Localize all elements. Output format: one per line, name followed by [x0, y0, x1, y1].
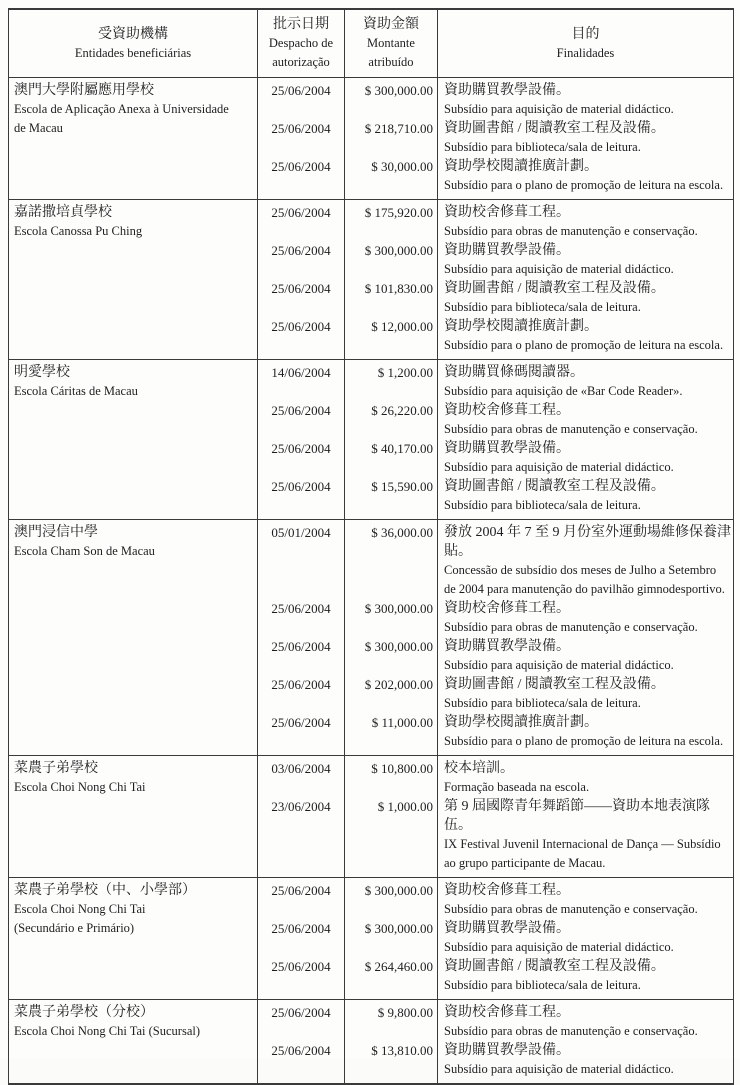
grant-row [9, 200, 734, 242]
amount-cell: $ 30,000.00 [345, 157, 438, 200]
amount-cell: $ 300,000.00 [345, 637, 438, 675]
entity-cell [9, 756, 258, 878]
purpose-cell [438, 919, 734, 957]
amount-cell: $ 300,000.00 [345, 78, 438, 120]
grant-row [9, 520, 734, 600]
date-cell: 03/06/2004 [258, 756, 345, 798]
date-cell: 25/06/2004 [258, 637, 345, 675]
purpose-line-pt: Subsídio para obras de manutenção e conservação. [444, 1024, 698, 1038]
entity-cell [9, 1000, 258, 1085]
purpose-cell [438, 637, 734, 675]
purpose-line-pt: Subsídio para o plano de promoção de leitura na escola. [444, 178, 724, 192]
purpose-line-zh: 發放 2004 年 7 至 9 月份室外運動場維修保養津貼。 [444, 525, 731, 559]
purpose-line-pt: de 2004 para manutenção do pavilhão gimnodesportivo. [444, 582, 725, 596]
amount-cell: $ 13,810.00 [345, 1041, 438, 1084]
table-body [9, 78, 734, 1085]
purpose-cell [438, 200, 734, 242]
amount-cell: $ 10,800.00 [345, 756, 438, 798]
header-entities-zh: 受資助機構 [98, 26, 168, 42]
purpose-line-pt: Subsídio para aquisição de material didáctico. [444, 102, 674, 116]
purpose-line-zh: 資助購買教學設備。 [444, 1043, 570, 1058]
amount-cell: $ 1,200.00 [345, 360, 438, 402]
amount-cell: $ 202,000.00 [345, 675, 438, 713]
purpose-line-zh: 第 9 屆國際青年舞蹈節——資助本地表演隊伍。 [444, 799, 710, 833]
date-cell: 25/06/2004 [258, 1041, 345, 1084]
purpose-line-pt: Concessão de subsídio dos meses de Julho a Setembro [444, 563, 717, 577]
entity-name-zh: 明愛學校 [14, 365, 70, 380]
amount-cell: $ 101,830.00 [345, 279, 438, 317]
entity-name-pt: Escola Choi Nong Chi Tai [14, 780, 146, 794]
purpose-cell [438, 157, 734, 200]
purpose-line-zh: 資助購買教學設備。 [444, 83, 570, 98]
entity-name-zh: 澳門大學附屬應用學校 [14, 83, 154, 98]
entity-name-pt: Escola Cáritas de Macau [14, 384, 138, 398]
purpose-line-pt: Formação baseada na escola. [444, 780, 590, 794]
purpose-line-zh: 資助校舍修葺工程。 [444, 883, 570, 898]
purpose-cell [438, 439, 734, 477]
purpose-line-zh: 資助購買教學設備。 [444, 441, 570, 456]
amount-cell: $ 175,920.00 [345, 200, 438, 242]
entity-cell [9, 200, 258, 360]
purpose-cell [438, 241, 734, 279]
entity-name-pt: Escola Choi Nong Chi Tai [14, 902, 146, 916]
purpose-line-zh: 資助購買條碼閱讀器。 [444, 365, 584, 380]
purpose-line-pt: Subsídio para aquisição de material didáctico. [444, 262, 674, 276]
date-cell: 25/06/2004 [258, 200, 345, 242]
purpose-cell [438, 713, 734, 756]
date-cell: 25/06/2004 [258, 477, 345, 520]
subsidy-table [8, 8, 734, 1085]
date-cell: 25/06/2004 [258, 675, 345, 713]
header-date-pt: Despacho de [268, 36, 334, 50]
purpose-line-zh: 資助圖書館 / 閱讀教室工程及設備。 [444, 281, 665, 296]
entity-name-zh: 菜農子弟學校（中、小學部） [14, 883, 196, 898]
purpose-cell [438, 317, 734, 360]
purpose-line-pt: Subsídio para biblioteca/sala de leitura. [444, 498, 641, 512]
header-amount [345, 9, 438, 78]
date-cell: 25/06/2004 [258, 713, 345, 756]
purpose-line-zh: 校本培訓。 [444, 761, 514, 776]
entity-name-zh: 菜農子弟學校 [14, 761, 98, 776]
date-cell: 25/06/2004 [258, 957, 345, 1000]
purpose-line-pt: Subsídio para biblioteca/sala de leitura. [444, 696, 641, 710]
amount-cell: $ 300,000.00 [345, 919, 438, 957]
purpose-line-zh: 資助校舍修葺工程。 [444, 205, 570, 220]
purpose-line-zh: 資助學校閱讀推廣計劃。 [444, 715, 598, 730]
purpose-cell [438, 520, 734, 600]
date-cell: 25/06/2004 [258, 78, 345, 120]
purpose-cell [438, 401, 734, 439]
date-cell: 25/06/2004 [258, 919, 345, 957]
purpose-cell [438, 1000, 734, 1042]
entity-name-pt: Escola Choi Nong Chi Tai (Sucursal) [14, 1024, 201, 1038]
header-row [9, 9, 734, 78]
amount-cell: $ 300,000.00 [345, 241, 438, 279]
header-amount-pt: Montante [367, 36, 415, 50]
purpose-cell [438, 78, 734, 120]
amount-cell: $ 26,220.00 [345, 401, 438, 439]
purpose-cell [438, 119, 734, 157]
amount-cell: $ 264,460.00 [345, 957, 438, 1000]
header-date [258, 9, 345, 78]
purpose-line-pt: Subsídio para biblioteca/sala de leitura. [444, 300, 641, 314]
date-cell: 25/06/2004 [258, 157, 345, 200]
entity-name-pt: Escola Canossa Pu Ching [14, 224, 143, 238]
amount-cell: $ 300,000.00 [345, 599, 438, 637]
entity-cell [9, 878, 258, 1000]
purpose-line-pt: Subsídio para aquisição de material didáctico. [444, 1062, 674, 1076]
amount-cell: $ 218,710.00 [345, 119, 438, 157]
entity-cell [9, 360, 258, 520]
purpose-line-pt: IX Festival Juvenil Internacional de Dança — Subsídio [444, 837, 721, 851]
header-amount-zh: 資助金額 [363, 17, 419, 32]
entity-name-zh: 澳門浸信中學 [14, 525, 98, 540]
purpose-line-pt: Subsídio para biblioteca/sala de leitura. [444, 140, 641, 154]
amount-cell: $ 300,000.00 [345, 878, 438, 920]
date-cell: 25/06/2004 [258, 878, 345, 920]
purpose-cell [438, 477, 734, 520]
entity-cell [9, 78, 258, 200]
amount-cell: $ 40,170.00 [345, 439, 438, 477]
date-cell: 25/06/2004 [258, 401, 345, 439]
purpose-line-zh: 資助校舍修葺工程。 [444, 1005, 570, 1020]
purpose-line-zh: 資助校舍修葺工程。 [444, 601, 570, 616]
date-cell: 25/06/2004 [258, 599, 345, 637]
purpose-cell [438, 1041, 734, 1084]
date-cell: 05/01/2004 [258, 520, 345, 600]
header-purpose-pt: Finalidades [556, 45, 615, 60]
purpose-line-pt: Subsídio para obras de manutenção e conservação. [444, 422, 698, 436]
entity-name-pt: de Macau [14, 121, 63, 135]
grant-row [9, 878, 734, 920]
purpose-line-pt: Subsídio para aquisição de material didáctico. [444, 658, 674, 672]
amount-cell: $ 9,800.00 [345, 1000, 438, 1042]
purpose-line-zh: 資助圖書館 / 閱讀教室工程及設備。 [444, 121, 665, 136]
date-cell: 25/06/2004 [258, 439, 345, 477]
purpose-line-zh: 資助購買教學設備。 [444, 921, 570, 936]
purpose-line-zh: 資助圖書館 / 閱讀教室工程及設備。 [444, 677, 665, 692]
purpose-line-zh: 資助購買教學設備。 [444, 639, 570, 654]
date-cell: 25/06/2004 [258, 1000, 345, 1042]
purpose-line-pt: Subsídio para obras de manutenção e conservação. [444, 902, 698, 916]
amount-cell: $ 11,000.00 [345, 713, 438, 756]
entity-name-zh: 菜農子弟學校（分校） [14, 1005, 154, 1020]
date-cell: 25/06/2004 [258, 119, 345, 157]
purpose-line-pt: Subsídio para obras de manutenção e conservação. [444, 224, 698, 238]
purpose-line-pt: Subsídio para o plano de promoção de leitura na escola. [444, 338, 724, 352]
grant-row [9, 756, 734, 798]
purpose-line-zh: 資助圖書館 / 閱讀教室工程及設備。 [444, 959, 665, 974]
amount-cell: $ 1,000.00 [345, 797, 438, 878]
purpose-line-zh: 資助購買教學設備。 [444, 243, 570, 258]
purpose-line-pt: Subsídio para aquisição de «Bar Code Reader». [444, 384, 683, 398]
entity-name-pt: (Secundário e Primário) [14, 921, 135, 935]
header-purpose [438, 9, 734, 78]
purpose-cell [438, 878, 734, 920]
purpose-cell [438, 957, 734, 1000]
date-cell: 25/06/2004 [258, 279, 345, 317]
purpose-line-pt: Subsídio para obras de manutenção e conservação. [444, 620, 698, 634]
purpose-line-pt: Subsídio para aquisição de material didáctico. [444, 460, 674, 474]
table-header [9, 9, 734, 78]
purpose-line-pt: Subsídio para o plano de promoção de leitura na escola. [444, 734, 724, 748]
header-date-zh: 批示日期 [273, 17, 329, 32]
header-date-pt: autorização [272, 55, 330, 69]
header-entities [9, 9, 258, 78]
purpose-line-pt: Subsídio para biblioteca/sala de leitura. [444, 978, 641, 992]
amount-cell: $ 15,590.00 [345, 477, 438, 520]
entity-cell [9, 520, 258, 756]
header-entities-pt: Entidades beneficiárias [74, 45, 192, 60]
grant-row [9, 360, 734, 402]
date-cell: 14/06/2004 [258, 360, 345, 402]
purpose-line-zh: 資助學校閱讀推廣計劃。 [444, 159, 598, 174]
purpose-cell [438, 675, 734, 713]
purpose-line-zh: 資助圖書館 / 閱讀教室工程及設備。 [444, 479, 665, 494]
amount-cell: $ 36,000.00 [345, 520, 438, 600]
entity-name-pt: Escola de Aplicação Anexa à Universidade [14, 102, 229, 116]
purpose-cell [438, 599, 734, 637]
purpose-cell [438, 756, 734, 798]
purpose-cell [438, 360, 734, 402]
amount-cell: $ 12,000.00 [345, 317, 438, 360]
purpose-line-zh: 資助校舍修葺工程。 [444, 403, 570, 418]
entity-name-pt: Escola Cham Son de Macau [14, 544, 155, 558]
date-cell: 23/06/2004 [258, 797, 345, 878]
date-cell: 25/06/2004 [258, 241, 345, 279]
grant-row [9, 1000, 734, 1042]
purpose-line-zh: 資助學校閱讀推廣計劃。 [444, 319, 598, 334]
date-cell: 25/06/2004 [258, 317, 345, 360]
purpose-line-pt: Subsídio para aquisição de material didáctico. [444, 940, 674, 954]
purpose-cell [438, 797, 734, 878]
entity-name-zh: 嘉諾撒培貞學校 [14, 205, 112, 220]
purpose-line-pt: ao grupo participante de Macau. [444, 856, 606, 870]
header-purpose-zh: 目的 [571, 26, 600, 42]
purpose-cell [438, 279, 734, 317]
grant-row [9, 78, 734, 120]
header-amount-pt: atribuído [368, 55, 414, 69]
